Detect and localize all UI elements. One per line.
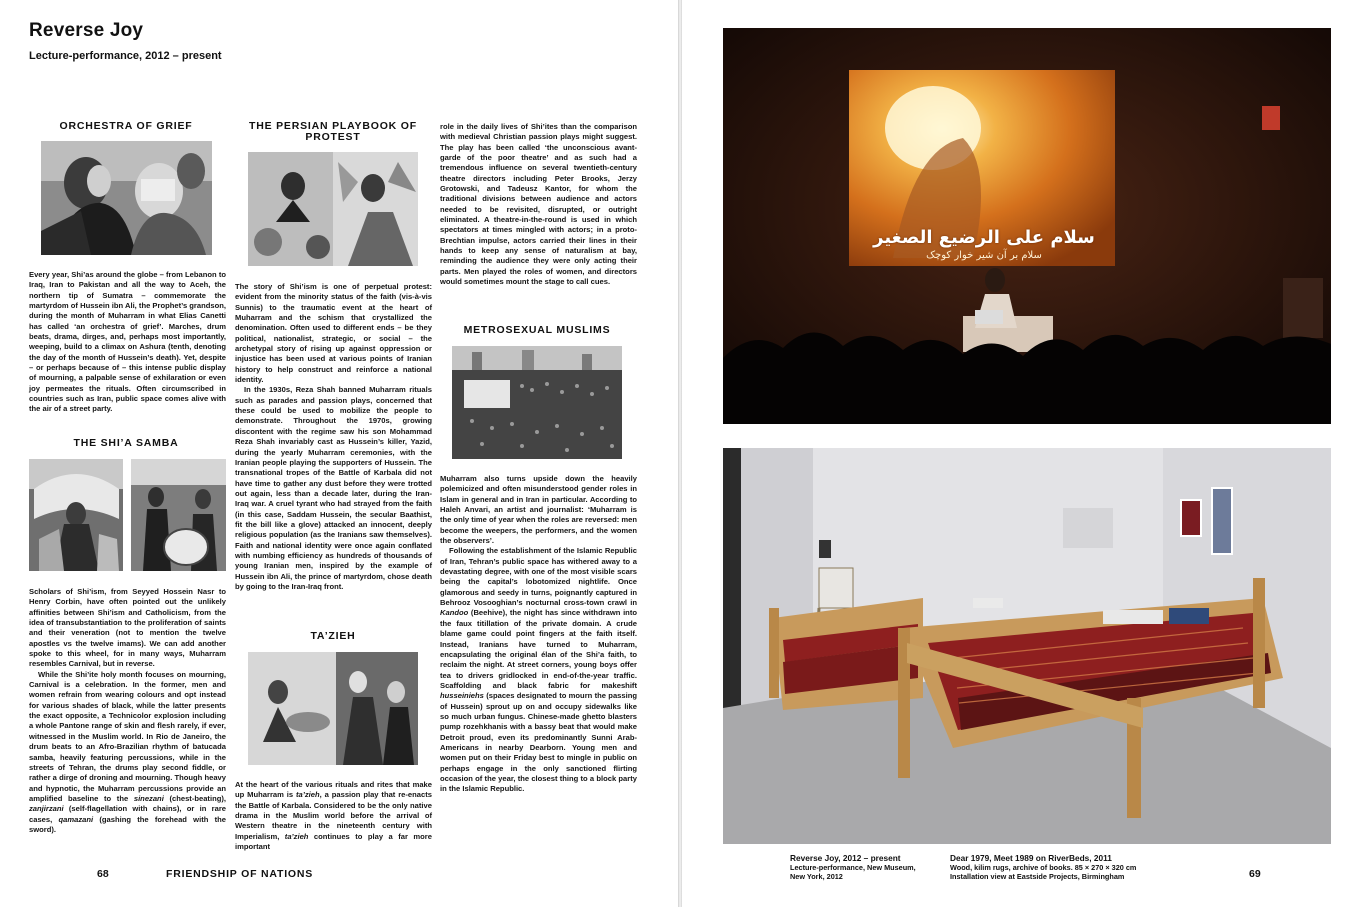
caption-reverse-joy: [790, 853, 916, 881]
heading-persian-playbook: THE PERSIAN PLAYBOOK OF PROTEST: [249, 120, 417, 143]
paragraph: At the heart of the various rituals and rites that make up Muharram is ta’zieh, a passion play that re-enacts the Battle of Karbala. Considered to be the only native drama in the Muslim world before the arrival of Western theatre in the nineteenth century with Imperialism, ta’zieh continues to play a far more important: [235, 780, 432, 852]
screen-persian-text: سلام بر آن شیر خوار کوچک: [926, 250, 1042, 261]
paragraph: While the Shi’ite holy month focuses on mourning, Carnival is a celebration. In the former, men and women refrain from wearing colours and opt instead for various shades of black, while the latter presents the exact opposite, a Technicolor explosion including a whole Pantone range of skin and flesh rarely, if ever, witnessed in the Muslim world. In Rio de Janeiro, the drum beats to an Afro-Brazilian rhythm of batucada samba, heavily featuring percussions, while in the streets of Tehran, the drums play second fiddle, or rather a dirge of droning and mourning. Though heavy and hypnotic, the Muharram percussions provide an amplified baseline to the sinezani (chest-beating), zanjirzani (self-flagellation with chains), or in rare cases, qamazani (gashing the forehead with the sword).: [29, 669, 226, 834]
photo-tazieh-play: [248, 652, 418, 765]
caption-line: New York, 2012: [790, 872, 843, 881]
paragraph: Following the establishment of the Islamic Republic of Iran, Tehran’s public space has withered away to a devastating degree, with one of the most visible scars being the capital’s lobotomized nightlife. Once glamorous and seedy in turns, poignantly captured in Behrooz Vosooghian’s nocturnal cross-town crawl in Kandoo (Beehive), the night has since withdrawn into the faux titillation of the private domain. A crude blame game could point fingers at the faith itself. Instead, Iranians have turned to Muharram, encapsulating the original élan of the Shi’a faith, to reclaim the night. At street corners, young boys offer tea to drivers gridlocked in end-of-the-year traffic. Scaffolding and black fabric for makeshift husseiniehs (spaces designated to mourn the passing of Hussein) sprout up on and occupy sidewalks like so much urban fungus. Chinese-made ghetto blasters pump rozehkhanis with a bassy beat that would make Detroit proud, even its predominantly Sunni Arab-Americans in nearby Dearborn. Young men and women put on their Friday best to mingle in public on perhaps engage in the only sanctioned flirting occasion of the year, the closest thing to a block party in the Islamic Republic.: [440, 546, 637, 794]
photo-carnival-dancer: [29, 459, 123, 571]
paragraph: The story of Shi’ism is one of perpetual protest: evident from the minority status of the faith (vis-à-vis Sunnis) to the traumatic event at the heart of Muharram and the schism that crystallized the denomination. Often used to different ends – be they political, nationalist, strategic, or social – the archetypal story of rising up against oppression or injustice has been used at various points of Iranian history to help construct and reinforce a national identity.: [235, 282, 432, 385]
heading-tazieh: TA’ZIEH: [310, 630, 356, 642]
caption-title: Reverse Joy, 2012 – present: [790, 853, 901, 863]
col2-text-top: [235, 282, 432, 592]
paragraph: In the 1930s, Reza Shah banned Muharram rituals such as parades and passion plays, concerned that these could be used to mobilize the people to demonstrate. Throughout the 1970s, growing discontent with the regime saw his son Mohammad Reza Shah invariably cast as Hussein’s killer, Yazid, during the yearly Muharram ceremonies, with the Iranian people playing the supporters of Hussein. The transnational tropes of the Battle of Karbala did not have time to gather any dust before they were trotted out again, less than a decade later, during the Iran-Iraq war. A cruel tyrant who had strayed from the faith (in this case, Saddam Hussein, the secular Baathist, fit the bill like a glove) attacked an innocent, deeply religious population (as the Iranians saw themselves). Faith and national identity were once again conflated with numbing efficiency as hundreds of thousands of young Iranian men, inspired by the example of Hussein ibn Ali, the prince of martyrdom, chose death by going to the Iran-Iraq front.: [235, 385, 432, 591]
col3-text-bottom: [440, 474, 637, 795]
running-head: FRIENDSHIP OF NATIONS: [166, 868, 314, 880]
paragraph: role in the daily lives of Shi’ites than the comparison with medieval Christian passion plays might suggest. The play has been called ‘the unconscious avant-garde of the poor theatre’ and as such had a tremendous influence on several twentieth-century theatre directors including Peter Brooks, Jerzy Grotowski, and Tadeusz Kantor, for whom the traditional divisions between audience and actors needed to be revisited, disrupted, or outright eliminated. A theatre-in-the-round is used in which spectators at times mingled with actors; in a proto-Brechtian impulse, actors carried their lines in their hands to keep any sense of naturalism at bay, reminding the audience they were only acting their parts. Men played the roles of women, and directors would sometimes mount the stage to call cues.: [440, 122, 637, 287]
caption-line: Wood, kilim rugs, archive of books. 85 × 270 × 320 cm: [950, 863, 1137, 872]
photo-lecture-performance: [723, 28, 1331, 424]
heading-shia-samba: THE SHI’A SAMBA: [73, 437, 179, 449]
caption-line: Installation view at Eastside Projects, Birmingham: [950, 872, 1125, 881]
caption-riverbeds: [950, 853, 1136, 881]
caption-line: Lecture-performance, New Museum,: [790, 863, 916, 872]
heading-metrosexual-muslims: METROSEXUAL MUSLIMS: [463, 324, 611, 336]
col3-text-top: [440, 122, 637, 288]
paragraph: Muharram also turns upside down the heavily polemicized and often misunderstood gender roles in Islam in general and in Iran in particular. According to Haleh Anvari, an artist and journalist: ‘Muharram is the only time of year when the roles are reversed: men become the weepers, the performers, and the women the observers’.: [440, 474, 637, 546]
col2-text-bottom: [235, 780, 432, 852]
photo-protest-mural: [248, 152, 418, 266]
col1-text-bottom: [29, 587, 226, 835]
screen-arabic-text: سلام علی الرضیع الصغیر: [873, 227, 1095, 248]
page-subtitle: Lecture-performance, 2012 – present: [29, 50, 222, 62]
paragraph: Scholars of Shi’ism, from Seyyed Hossein Nasr to Henry Corbin, have often pointed out the unlikely affinities between Shi’ism and Catholicism, from the idea of transubstantiation to the proliferation of saints and their veneration (not to mention the twelve apostles vs the twelve imams). We can add another spoke to this wheel, for in many ways, Muharram resembles Carnival, but in reverse.: [29, 587, 226, 669]
left-page-number: 68: [97, 868, 109, 880]
heading-orchestra-of-grief: ORCHESTRA OF GRIEF: [59, 120, 193, 132]
caption-title: Dear 1979, Meet 1989 on RiverBeds, 2011: [950, 853, 1112, 863]
page-title: Reverse Joy: [29, 20, 144, 41]
photo-crowd: [452, 346, 622, 459]
right-page-number: 69: [1249, 868, 1261, 880]
col1-text-top: [29, 270, 226, 415]
photo-riverbeds-installation: [723, 448, 1331, 844]
left-page: [0, 0, 678, 907]
photo-mourners: [41, 141, 212, 255]
right-page: [682, 0, 1360, 907]
photo-drummers: [131, 459, 226, 571]
paragraph: Every year, Shi’as around the globe – from Lebanon to Iraq, Iran to Pakistan and all the way to Aceh, the northern tip of Sumatra – commemorate the martyrdom of Hussein ibn Ali, the Prophet’s grandson, during the month of Muharram in what Elias Canetti has called ‘an orchestra of grief’. Marches, drum beats, drama, dirges, and, perhaps most importantly, weeping, build to a climax on Ashura (tenth, denoting the day of the month of Hussein’s death). Yet, despite – or perhaps because of – this intense public display of mourning, a palpable sense of exhilaration or even joy permeates the rituals. Often circumscribed in countries such as Iran, public space comes alive with the air of a street party.: [29, 270, 226, 414]
